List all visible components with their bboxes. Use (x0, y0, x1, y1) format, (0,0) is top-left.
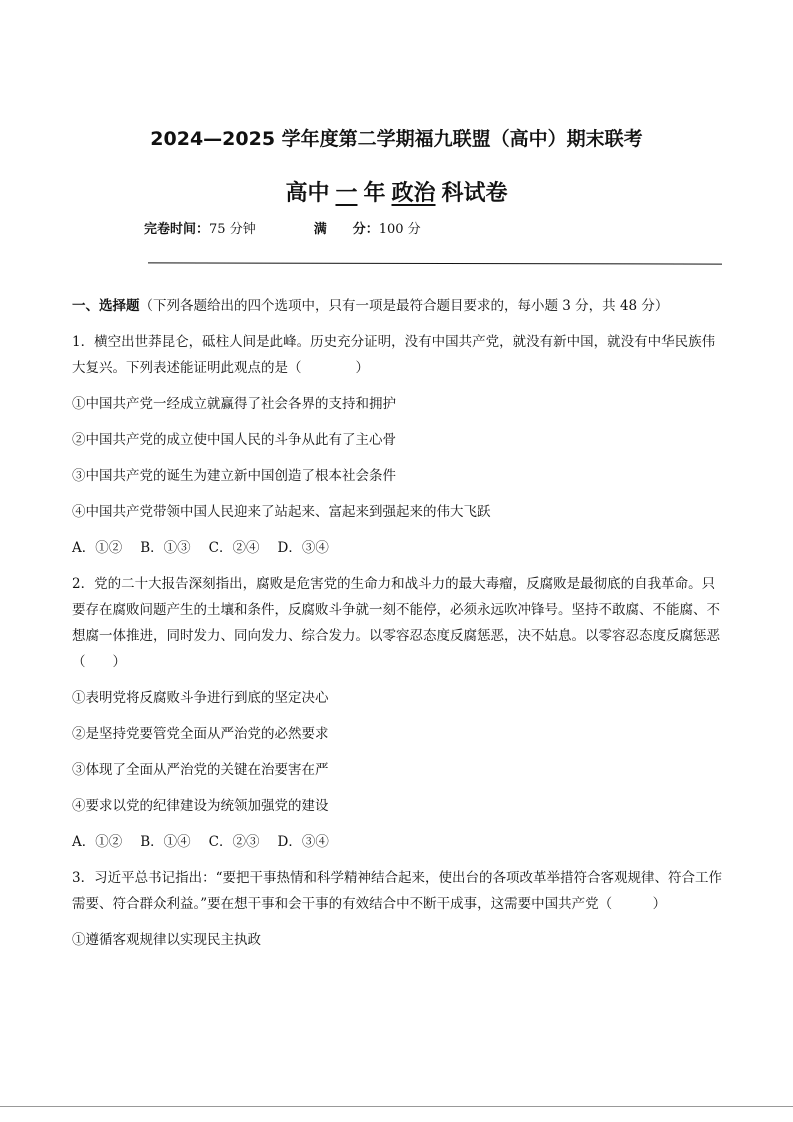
subtitle-subject: 政治 (391, 181, 436, 206)
page-bottom-edge (0, 1106, 793, 1107)
question-option: ①表明党将反腐败斗争进行到底的坚定决心 (72, 690, 329, 706)
question-option: ③体现了全面从严治党的关键在治要害在严 (72, 762, 329, 778)
question-option: ④要求以党的纪律建设为统领加强党的建设 (72, 798, 329, 814)
section-title: 一、选择题 (72, 298, 140, 314)
section-heading (72, 293, 724, 319)
answer-choice: B．①④ (140, 834, 191, 850)
header-divider (148, 262, 722, 264)
question-option: ③中国共产党的诞生为建立新中国创造了根本社会条件 (72, 468, 396, 484)
exam-meta (144, 218, 421, 237)
answer-choice: C．②④ (208, 540, 260, 556)
question-stem: 1．横空出世莽昆仑，砥柱人间是此峰。历史充分证明，没有中国共产党，就没有新中国，就没有中华民族伟大复兴。下列表述能证明此观点的是（ ） (72, 334, 716, 376)
question-stem: 3．习近平总书记指出：“要把干事热情和科学精神结合起来，使出台的各项改革举措符合客观规律、符合工作需要、符合群众利益。”要在想干事和会干事的有效结合中不断干成事，这需要中国共产党（ ） (72, 870, 722, 912)
subtitle-year: 年 (363, 181, 386, 206)
question-option: ④中国共产党带领中国人民迎来了站起来、富起来到强起来的伟大飞跃 (72, 504, 491, 520)
time-value: 75 分钟 (209, 222, 256, 237)
answer-choice: D．③④ (277, 540, 329, 556)
time-label: 完卷时间： (144, 222, 210, 237)
score-value: 100 分 (378, 222, 421, 237)
answer-choice: A．①② (72, 540, 123, 556)
subtitle-suffix: 科试卷 (441, 181, 508, 206)
section-instruction: （下列各题给出的四个选项中，只有一项是最符合题目要求的，每小题 3 分，共 48 分） (139, 298, 669, 314)
question-stem: 2．党的二十大报告深刻指出，腐败是危害党的生命力和战斗力的最大毒瘤，反腐败是最彻底的自我革命。只要存在腐败问题产生的土壤和条件，反腐败斗争就一刻不能停，必须永远吹冲锋号。坚持不敢腐、不能腐、不想腐一体推进，同时发力、同向发力、综合发力。以零容忍态度反腐惩恶，决不姑息。以零容忍态度反腐惩恶（ ） (72, 576, 720, 670)
answer-choices (72, 535, 724, 561)
exam-title: 2024—2025 学年度第二学期福九联盟（高中）期末联考 (150, 128, 643, 150)
answer-choice: A．①② (72, 834, 123, 850)
exam-content (72, 293, 724, 963)
answer-choice: C．②③ (208, 834, 260, 850)
answer-choice: D．③④ (277, 834, 329, 850)
answer-choice: B．①③ (140, 540, 191, 556)
subtitle-level: 高中 (285, 181, 330, 206)
subtitle-grade: 一 (335, 181, 358, 206)
question-option: ②中国共产党的成立使中国人民的斗争从此有了主心骨 (72, 432, 396, 448)
exam-subtitle (0, 176, 793, 207)
answer-choices (72, 829, 724, 855)
score-label: 满 分： (313, 222, 379, 237)
question-option: ①中国共产党一经成立就赢得了社会各界的支持和拥护 (72, 396, 396, 412)
question-option: ②是坚持党要管党全面从严治党的必然要求 (72, 726, 329, 742)
question-option: ①遵循客观规律以实现民主执政 (72, 932, 261, 948)
